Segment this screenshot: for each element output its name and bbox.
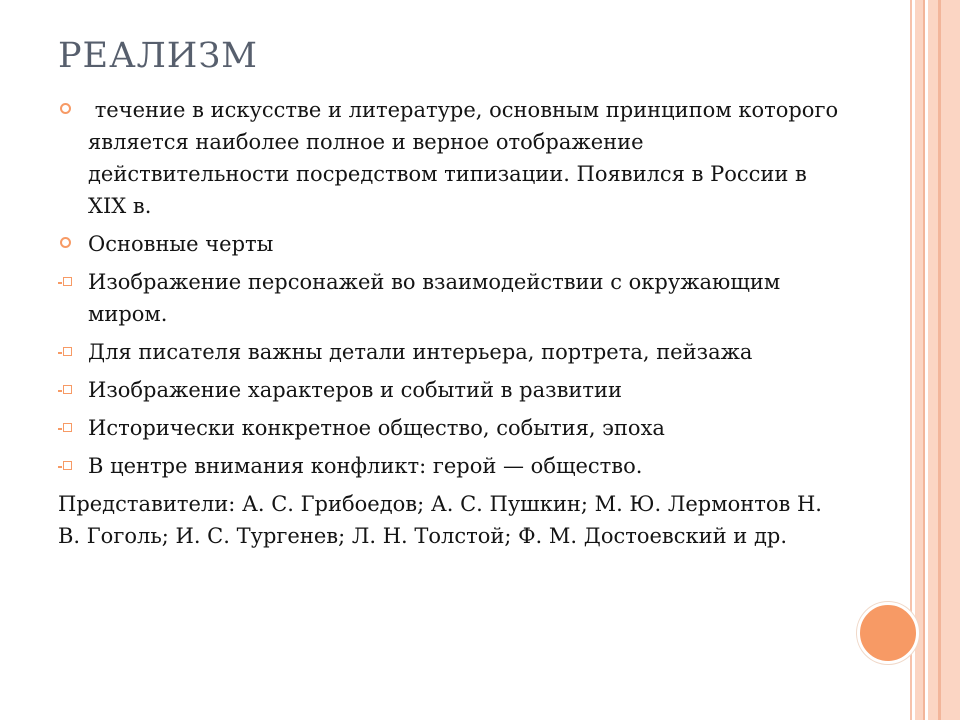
box-bullet-icon — [58, 460, 72, 472]
box-bullet-icon — [58, 384, 72, 396]
bullet-main-features — [58, 228, 848, 260]
ring-bullet-icon — [60, 103, 71, 114]
ring-bullet-icon — [60, 237, 71, 248]
bullet-text: Изображение персонажей во взаимодействии с окружающим миром. — [88, 270, 781, 326]
decorative-orange-circle — [857, 602, 919, 664]
bullet-text: Исторически конкретное общество, события, эпоха — [88, 416, 665, 440]
bullet-feature-5 — [58, 450, 848, 482]
slide-content — [58, 94, 848, 552]
bullet-text: Изображение характеров и событий в развитии — [88, 378, 623, 402]
decorative-stripes — [910, 0, 960, 720]
box-bullet-icon — [58, 422, 72, 434]
bullet-feature-1 — [58, 266, 848, 330]
slide-title: РЕАЛИЗМ — [58, 36, 258, 76]
bullet-feature-3 — [58, 374, 848, 406]
bullet-text: В центре внимания конфликт: герой — общество. — [88, 454, 643, 478]
bullet-definition — [58, 94, 848, 222]
bullet-text: Для писателя важны детали интерьера, портрета, пейзажа — [88, 340, 753, 364]
representatives-text: Представители: А. С. Грибоедов; А. С. Пушкин; М. Ю. Лермонтов Н. В. Гоголь; И. С. Тургенев; Л. Н. Толстой; Ф. М. Достоевский и др. — [58, 492, 822, 548]
bullet-feature-2 — [58, 336, 848, 368]
bullet-text: Основные черты — [88, 232, 274, 256]
box-bullet-icon — [58, 276, 72, 288]
bullet-text: течение в искусстве и литературе, основным принципом которого является наиболее полное и верное отображение действительности посредством типизации. Появился в России в XIX в. — [88, 98, 845, 218]
bullet-feature-4 — [58, 412, 848, 444]
box-bullet-icon — [58, 346, 72, 358]
